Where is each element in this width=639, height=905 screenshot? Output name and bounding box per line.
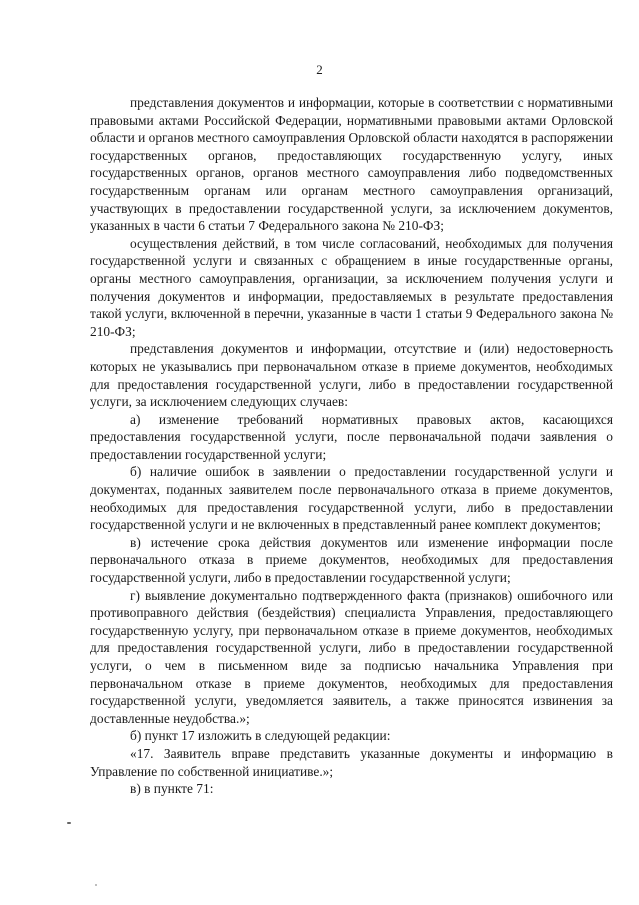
- paragraph-case-a: а) изменение требований нормативных правовых актов, касающихся предоставления государственной услуги, после первоначальной подачи заявления о предоставлении государственной услуги;: [90, 411, 613, 462]
- paragraph-missing-documents: представления документов и информации, отсутствие и (или) недостоверность которых не указывались при первоначальном отказе в приеме документов, необходимых для предоставления государственной услуги, либо в предоставлении государственной услуги, за исключением следующих случаев:: [90, 341, 613, 410]
- paragraph-item-17-text: «17. Заявитель вправе представить указанные документы и информацию в Управление по собственной инициативе.»;: [90, 745, 613, 779]
- document-body: [90, 94, 613, 798]
- scan-speck: [67, 822, 71, 824]
- paragraph-item-17-amend: б) пункт 17 изложить в следующей редакции:: [130, 728, 391, 744]
- paragraph-case-b: б) наличие ошибок в заявлении о предоставлении государственной услуги и документах, поданных заявителем после первоначального отказа в приеме документов, необходимых для предоставления государственной услуги, либо в предоставлении государственной услуги и не включенных в представленный ранее комплект документов;: [90, 464, 613, 533]
- page-number: 2: [316, 62, 323, 77]
- paragraph-document-submission: представления документов и информации, которые в соответствии с нормативными правовыми актами Российской Федерации, нормативными правовыми актами Орловской области и органов местного самоуправления Орловской области находятся в распоряжении государственных органов, предоставляющих государственную услугу, иных государственных органов, органов местного самоуправления либо подведомственных государственным органам или органам местного самоуправления организаций, участвующих в предоставлении государственной услуги, за исключением документов, указанных в части 6 статьи 7 Федерального закона № 210-ФЗ;: [90, 95, 613, 234]
- paragraph-case-v: в) истечение срока действия документов или изменение информации после первоначального отказа в приеме документов, необходимых для предоставления государственной услуги, либо в предоставлении государственной услуги;: [90, 534, 613, 586]
- scan-speck: [95, 884, 97, 886]
- paragraph-actions-approvals: осуществления действий, в том числе согласований, необходимых для получения государственной услуги и связанных с обращением в иные государственные органы, органы местного самоуправления, организации, за исключением получения услуги и получения документов и информации, предоставляемых в результате предоставления такой услуги, включенной в перечни, указанные в части 1 статьи 9 Федерального закона № 210-ФЗ;: [90, 235, 613, 339]
- paragraph-item-71: в) в пункте 71:: [130, 781, 214, 797]
- paragraph-case-g: г) выявление документально подтвержденного факта (признаков) ошибочного или противоправного действия (бездействия) специалиста Управления, предоставляющего государственную услугу, при первоначальном отказе в приеме документов, необходимых для предоставления государственной услуги, либо в предоставлении государственной услуги, о чем в письменном виде за подписью начальника Управления при первоначальном отказе в приеме документов, необходимых для предоставления государственной услуги, уведомляется заявитель, а также приносятся извинения за доставленные неудобства.»;: [90, 587, 613, 726]
